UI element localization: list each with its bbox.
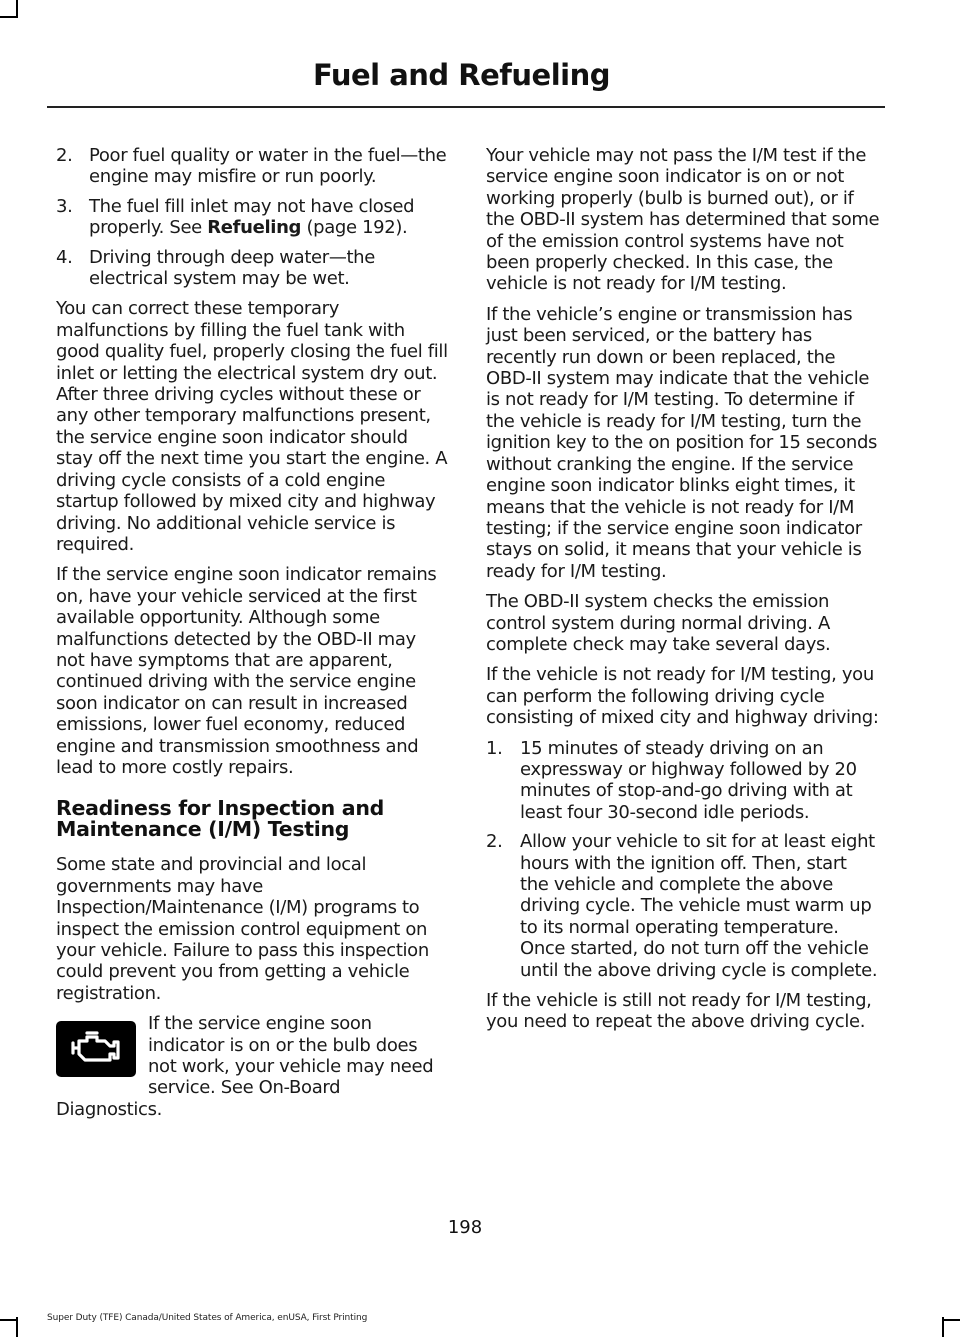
paragraph: Some state and provincial and local governments may have Inspection/Maintenance (I/M) programs to inspect the emission control equipment on your vehicle. Failure to pass this inspection could prevent you from getting a vehicle registration. bbox=[56, 854, 429, 1004]
driving-cycle-list bbox=[486, 738, 880, 981]
cause-list bbox=[56, 145, 448, 289]
paragraph: Your vehicle may not pass the I/M test if the service engine soon indicator is on or not working properly (bulb is burned out), or if the OBD-II system has determined that some of the emission control systems have not been properly checked. In this case, the vehicle is not ready for I/M testing. bbox=[486, 145, 880, 295]
refueling-link[interactable]: Refueling bbox=[207, 217, 302, 239]
crop-mark bbox=[942, 1319, 960, 1321]
paragraph: You can correct these temporary malfunctions by filling the fuel tank with good quality fuel, properly closing the fuel fill inlet or letting the electrical system dry out. After three driving cycles without these or any other temporary malfunctions present, the service engine soon indicator should stay off the next time you start the engine. A driving cycle consists of a cold engine startup followed by mixed city and highway driving. No additional vehicle service is required. bbox=[56, 298, 448, 555]
list-item: 1. 15 minutes of steady driving on an expressway or highway followed by 20 minutes of stop-and-go driving with at least four 30-second idle periods. bbox=[486, 737, 857, 823]
left-column bbox=[56, 145, 448, 1129]
paragraph: If the vehicle is not ready for I/M testing, you can perform the following driving cycle consisting of mixed city and highway driving: bbox=[486, 664, 879, 729]
paragraph: If the vehicle is still not ready for I/M testing, you need to repeat the above driving cycle. bbox=[486, 990, 872, 1033]
list-item: 2. Allow your vehicle to sit for at least eight hours with the ignition off. Then, start the vehicle and complete the above driving cycle. The vehicle must warm up to its normal operating temperature. Once started, do not turn off the vehicle until the above driving cycle is complete. bbox=[486, 831, 878, 981]
paragraph: If the service engine soon indicator is on or the bulb does not work, your vehicle may need service. See On-Board Diagnostics. bbox=[56, 1013, 434, 1120]
crop-mark bbox=[0, 1319, 18, 1321]
check-engine-icon bbox=[56, 1021, 136, 1077]
paragraph: If the vehicle’s engine or transmission has just been serviced, or the battery has recently run down or been replaced, the OBD-II system may indicate that the vehicle is not ready for I/M testing. To determine if the vehicle is ready for I/M testing, turn the ignition key to the on position for 15 seconds without cranking the engine. If the service engine soon indicator blinks eight times, it means that the vehicle is not ready for I/M testing; if the service engine soon indicator stays on solid, it means that your vehicle is ready for I/M testing. bbox=[486, 303, 878, 582]
page-number: 198 bbox=[447, 1217, 483, 1238]
list-item: 4. Driving through deep water—the electrical system may be wet. bbox=[56, 246, 375, 290]
paragraph: The OBD-II system checks the emission control system during normal driving. A complete check may take several days. bbox=[486, 591, 831, 655]
section-heading: Readiness for Inspection and Maintenance (I/M) Testing bbox=[56, 796, 385, 842]
indicator-note bbox=[56, 1013, 448, 1129]
header-rule bbox=[47, 106, 885, 108]
page-title: Fuel and Refueling bbox=[312, 58, 610, 92]
list-item: 3. The fuel fill inlet may not have closed properly. See Refueling (page 192). bbox=[56, 195, 415, 239]
crop-mark bbox=[0, 16, 18, 18]
footer-text: Super Duty (TFE) Canada/United States of America, enUSA, First Printing bbox=[47, 1313, 368, 1323]
paragraph: If the service engine soon indicator remains on, have your vehicle serviced at the first available opportunity. Although some malfunctions detected by the OBD-II may not have symptoms that are apparent, continued driving with the service engine soon indicator on can result in increased emissions, lower fuel economy, reduced engine and transmission smoothness and lead to more costly repairs. bbox=[56, 564, 437, 778]
right-column bbox=[486, 145, 880, 1042]
list-item: 2. Poor fuel quality or water in the fuel—the engine may misfire or run poorly. bbox=[56, 145, 447, 188]
